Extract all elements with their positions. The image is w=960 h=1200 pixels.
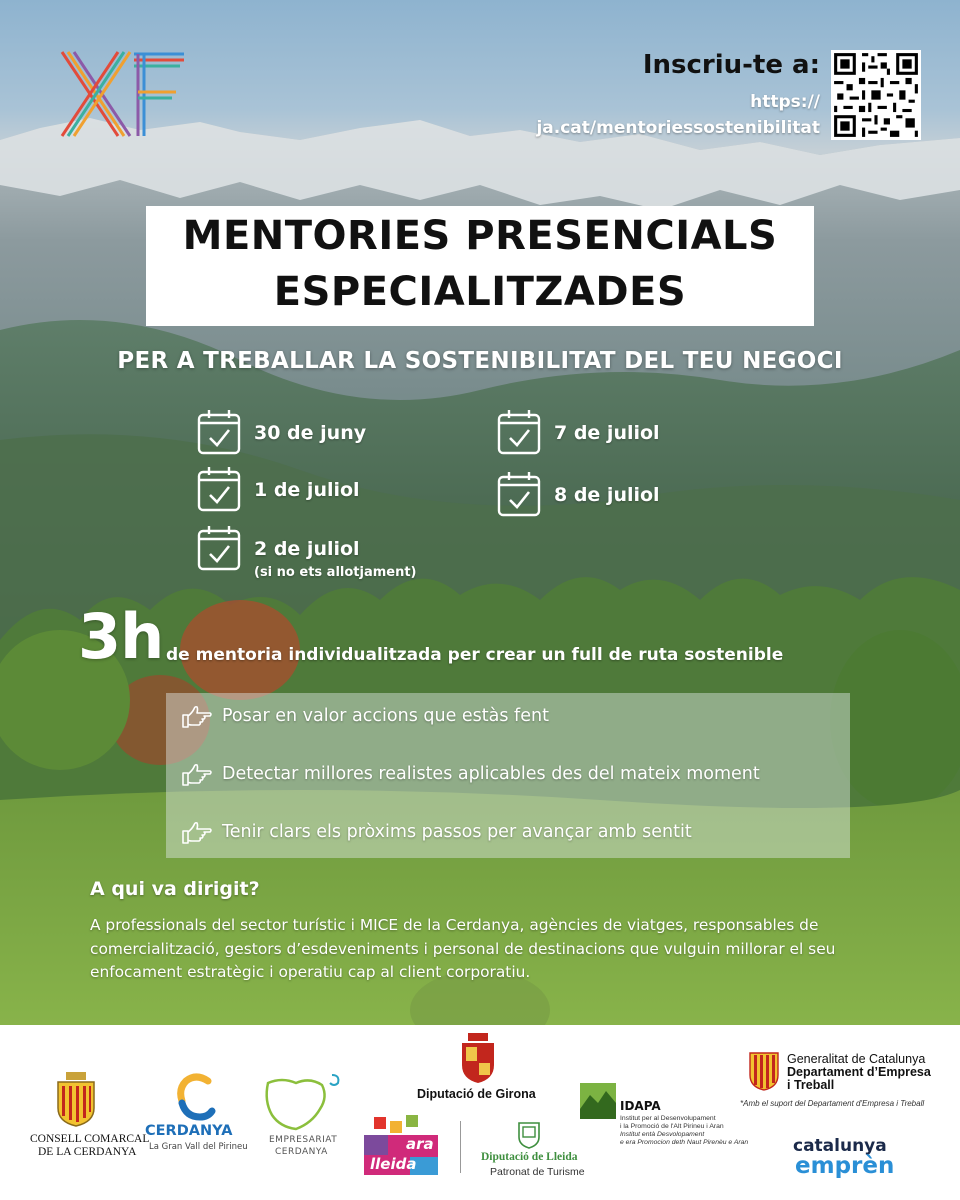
audience-title: A qui va dirigit? (90, 878, 260, 900)
signup-url-line-2[interactable]: ja.cat/mentoriessostenibilitat (536, 118, 820, 138)
benefit-text: Tenir clars els pròxims passos per avançar amb sentit (222, 822, 692, 842)
idapa-line-1: Institut per al Desenvolupament (620, 1115, 716, 1122)
date-label: 8 de juliol (554, 484, 660, 506)
pointing-hand-icon (180, 763, 214, 789)
consell-comarcal-crest-icon (52, 1070, 100, 1128)
generalitat-line-3: i Treball (787, 1078, 835, 1092)
empresariat-line-1: EMPRESARIAT (269, 1135, 338, 1145)
date-label: 7 de juliol (554, 422, 660, 444)
benefit-text: Detectar millores realistes aplicables des del mateix moment (222, 764, 760, 784)
empresariat-line-2: CERDANYA (275, 1147, 328, 1157)
hours-number: 3h (78, 600, 164, 673)
title-line-1: MENTORIES PRESENCIALS (182, 213, 778, 259)
calendar-check-icon (196, 465, 242, 513)
ara-lleida-line-2: lleida (370, 1155, 417, 1173)
qr-code-icon[interactable] (831, 50, 921, 140)
ara-lleida-line-1: ara (406, 1135, 434, 1153)
idapa-line-3: Institut entà Desvolopament (620, 1131, 705, 1138)
benefits-box (166, 693, 850, 858)
pointing-hand-icon (180, 705, 214, 731)
subtitle: PER A TREBALLAR LA SOSTENIBILITAT DEL TEU NEGOCI (117, 348, 843, 374)
generalitat-line-1: Generalitat de Catalunya (787, 1052, 926, 1066)
lleida-crest-icon (517, 1119, 541, 1149)
calendar-check-icon (496, 470, 542, 518)
benefit-text: Posar en valor accions que estàs fent (222, 706, 549, 726)
audience-text: A professionals del sector turístic i MICE de la Cerdanya, agències de viatges, responsables de comercialització, gestors d’esdeveniments i personal de destinacions que vulguin millorar el seu enfocament estratègic i operatiu cap al client corporatiu. (90, 916, 836, 981)
girona-name: Diputació de Girona (417, 1087, 536, 1101)
date-label: 30 de juny (254, 422, 367, 444)
title-line-2: ESPECIALITZADES (273, 269, 687, 315)
lleida-sub: Patronat de Turisme (490, 1166, 585, 1178)
footer-divider (460, 1121, 461, 1173)
xf-logo (58, 48, 186, 140)
idapa-name: IDAPA (620, 1099, 661, 1113)
calendar-check-icon (496, 408, 542, 456)
cerdanya-name: CERDANYA (145, 1123, 233, 1139)
pointing-hand-icon (180, 821, 214, 847)
ara-lleida-logo-icon (360, 1113, 442, 1181)
date-note: (si no ets allotjament) (254, 565, 417, 580)
date-label: 2 de juliol (254, 538, 360, 560)
cerdanya-c-logo-icon (176, 1073, 216, 1121)
signup-url-line-1[interactable]: https:// (750, 92, 820, 112)
catalunya-empren-line-2: emprèn (795, 1153, 895, 1179)
sponsor-footer (0, 1025, 960, 1200)
catalunya-empren-line-1: catalunya (793, 1136, 887, 1156)
lleida-name: Diputació de Lleida (481, 1151, 578, 1163)
signup-title: Inscriu-te a: (642, 50, 820, 80)
idapa-logo-icon (580, 1083, 616, 1119)
consell-comarcal-line-1: CONSELL COMARCAL (30, 1133, 150, 1145)
calendar-check-icon (196, 408, 242, 456)
idapa-line-4: e era Promocion deth Naut Pirenèu e Aran (620, 1139, 749, 1146)
hours-description: de mentoria individualitzada per crear un full de ruta sostenible (166, 645, 784, 665)
calendar-check-icon (196, 524, 242, 572)
cerdanya-tagline: La Gran Vall del Pirineu (149, 1142, 248, 1152)
girona-crest-icon (458, 1033, 498, 1085)
generalitat-line-2: Departament d’Empresa (787, 1065, 931, 1079)
generalitat-crest-icon (748, 1051, 780, 1091)
title-box (146, 206, 814, 326)
empresariat-map-icon (262, 1071, 344, 1135)
consell-comarcal-line-2: DE LA CERDANYA (38, 1146, 137, 1158)
idapa-line-2: i la Promoció de l'Alt Pirineu i Aran (620, 1123, 724, 1130)
date-label: 1 de juliol (254, 479, 360, 501)
generalitat-support-note: *Amb el suport del Departament d'Empresa i Treball (740, 1099, 925, 1108)
